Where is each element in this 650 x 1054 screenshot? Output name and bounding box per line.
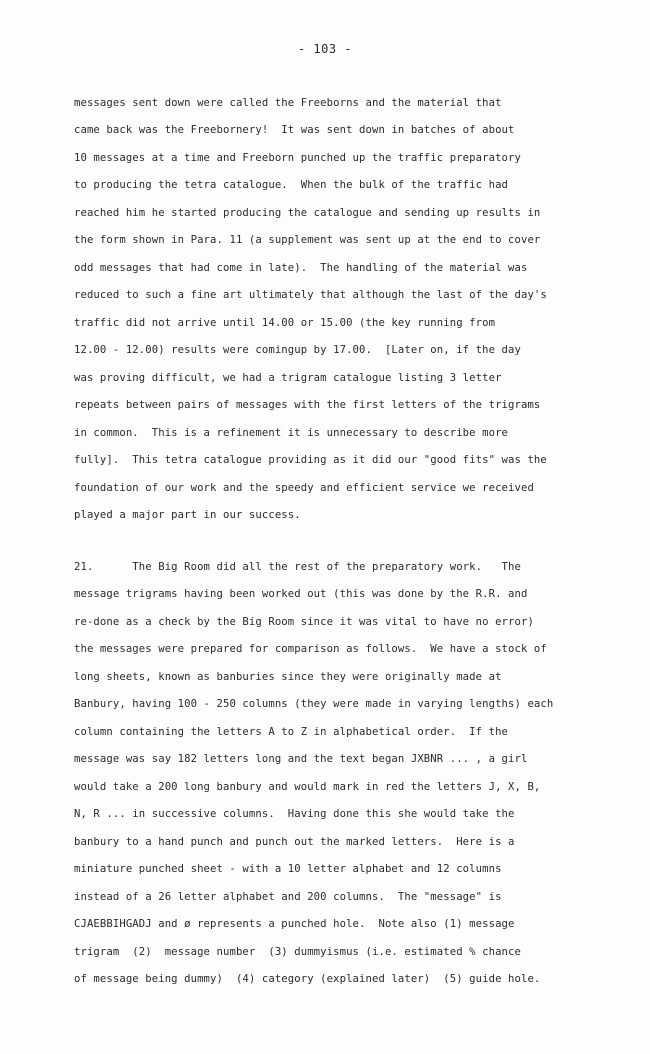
text-line: 12.00 - 12.00) results were comingup by 17.00. [Later on, if the day xyxy=(74,344,521,356)
text-line: reduced to such a fine art ultimately that although the last of the day's xyxy=(74,289,547,301)
text-line: the messages were prepared for comparison as follows. We have a stock of xyxy=(74,643,547,655)
text-line: played a major part in our success. xyxy=(74,509,301,521)
paragraph-21-line: 21. The Big Room did all the rest of the preparatory work. The xyxy=(74,561,521,573)
text-line: N, R ... in successive columns. Having done this she would take the xyxy=(74,808,515,820)
text-line: in common. This is a refinement it is unnecessary to describe more xyxy=(74,427,509,439)
text-line: instead of a 26 letter alphabet and 200 columns. The "message" is xyxy=(74,891,502,903)
text-line: message trigrams having been worked out (this was done by the R.R. and xyxy=(74,588,528,600)
text-line: foundation of our work and the speedy and efficient service we received xyxy=(74,482,534,494)
text-line: trigram (2) message number (3) dummyismus (i.e. estimated % chance xyxy=(74,946,521,958)
text-line: odd messages that had come in late). The handling of the material was xyxy=(74,262,528,274)
text-line: traffic did not arrive until 14.00 or 15.00 (the key running from xyxy=(74,317,496,329)
text-line: was proving difficult, we had a trigram catalogue listing 3 letter xyxy=(74,372,502,384)
text-line: fully]. This tetra catalogue providing as it did our "good fits" was the xyxy=(74,454,547,466)
text-line: would take a 200 long banbury and would mark in red the letters J, X, B, xyxy=(74,781,541,793)
page-number: - 103 - xyxy=(297,42,353,56)
text-line: Banbury, having 100 - 250 columns (they were made in varying lengths) each xyxy=(74,698,554,710)
text-line: messages sent down were called the Freeborns and the material that xyxy=(74,97,502,109)
text-line: message was say 182 letters long and the text began JXBNR ... , a girl xyxy=(74,753,528,765)
text-line: the form shown in Para. 11 (a supplement was sent up at the end to cover xyxy=(74,234,541,246)
text-line: came back was the Freebornery! It was sent down in batches of about xyxy=(74,124,515,136)
text-line: re-done as a check by the Big Room since it was vital to have no error) xyxy=(74,616,534,628)
text-line: CJAEBBIHGADJ and ø represents a punched hole. Note also (1) message xyxy=(74,918,515,930)
text-line: to producing the tetra catalogue. When the bulk of the traffic had xyxy=(74,179,509,191)
text-line: of message being dummy) (4) category (explained later) (5) guide hole. xyxy=(74,973,541,985)
text-line: column containing the letters A to Z in alphabetical order. If the xyxy=(74,726,509,738)
text-line: long sheets, known as banburies since they were originally made at xyxy=(74,671,502,683)
text-line: 10 messages at a time and Freeborn punched up the traffic preparatory xyxy=(74,152,521,164)
text-line: banbury to a hand punch and punch out the marked letters. Here is a xyxy=(74,836,515,848)
text-line: reached him he started producing the catalogue and sending up results in xyxy=(74,207,541,219)
text-line: miniature punched sheet - with a 10 letter alphabet and 12 columns xyxy=(74,863,502,875)
text-line: repeats between pairs of messages with the first letters of the trigrams xyxy=(74,399,541,411)
